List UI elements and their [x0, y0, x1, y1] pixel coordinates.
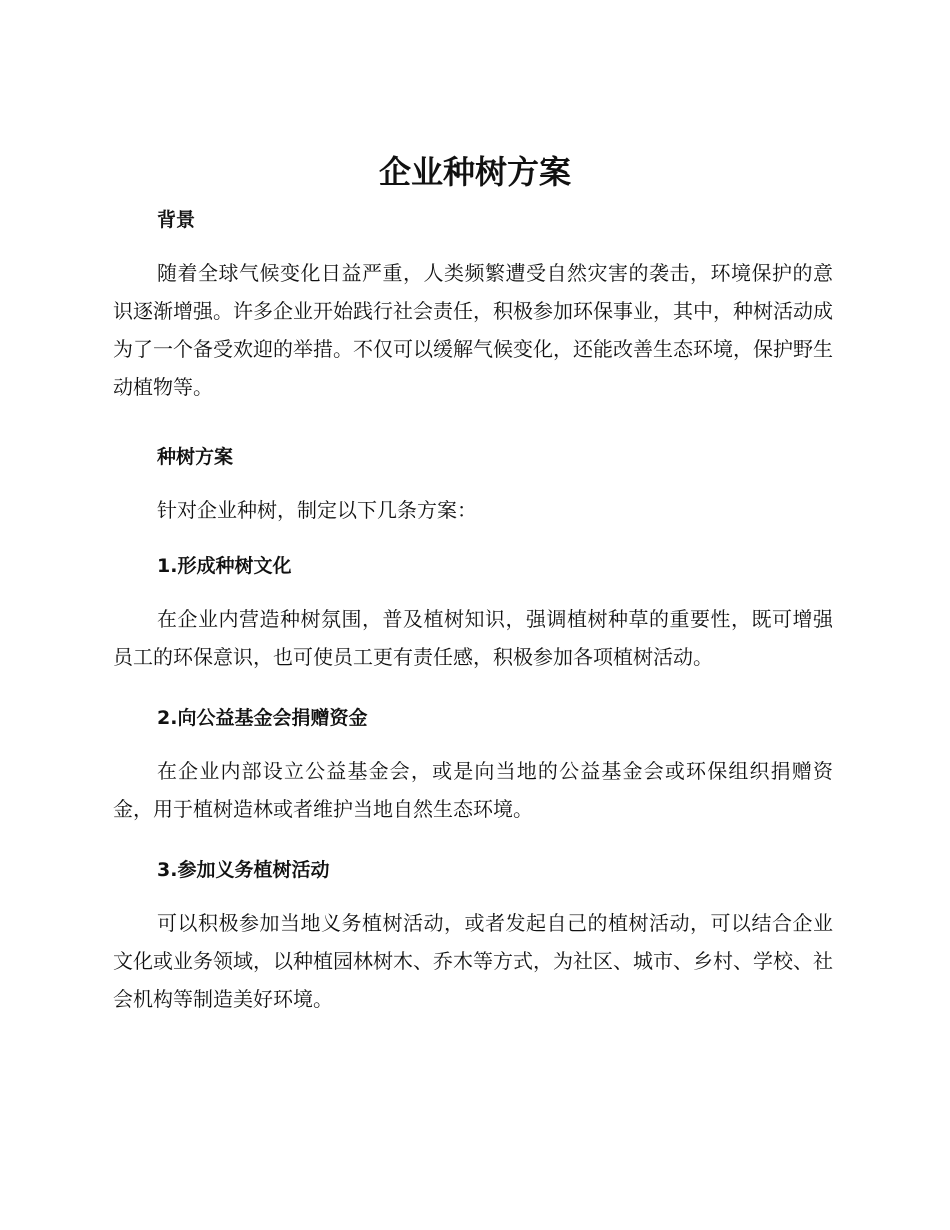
section-heading-donation: 2.向公益基金会捐赠资金: [157, 707, 368, 729]
section-heading-background: 背景: [157, 209, 196, 231]
section-heading-plan: 种树方案: [157, 446, 234, 468]
paragraph-culture: 在企业内营造种树氛围，普及植树知识，强调植树种草的重要性，既可增强员工的环保意识，也可使员工更有责任感，积极参加各项植树活动。: [113, 607, 833, 669]
section-heading-volunteer: 3.参加义务植树活动: [157, 859, 330, 881]
section-heading-culture: 1.形成种树文化: [157, 555, 292, 577]
paragraph-plan-intro: 针对企业种树，制定以下几条方案：: [157, 498, 477, 522]
paragraph-volunteer: 可以积极参加当地义务植树活动，或者发起自己的植树活动，可以结合企业文化或业务领域，以种植园林树木、乔木等方式，为社区、城市、乡村、学校、社会机构等制造美好环境。: [113, 911, 833, 1011]
paragraph-donation: 在企业内部设立公益基金会，或是向当地的公益基金会或环保组织捐赠资金，用于植树造林或者维护当地自然生态环境。: [113, 759, 833, 821]
paragraph-background: 随着全球气候变化日益严重，人类频繁遭受自然灾害的袭击，环境保护的意识逐渐增强。许多企业开始践行社会责任，积极参加环保事业，其中，种树活动成为了一个备受欢迎的举措。不仅可以缓解气候变化，还能改善生态环境，保护野生动植物等。: [113, 261, 833, 399]
document-title: 企业种树方案: [378, 153, 571, 191]
